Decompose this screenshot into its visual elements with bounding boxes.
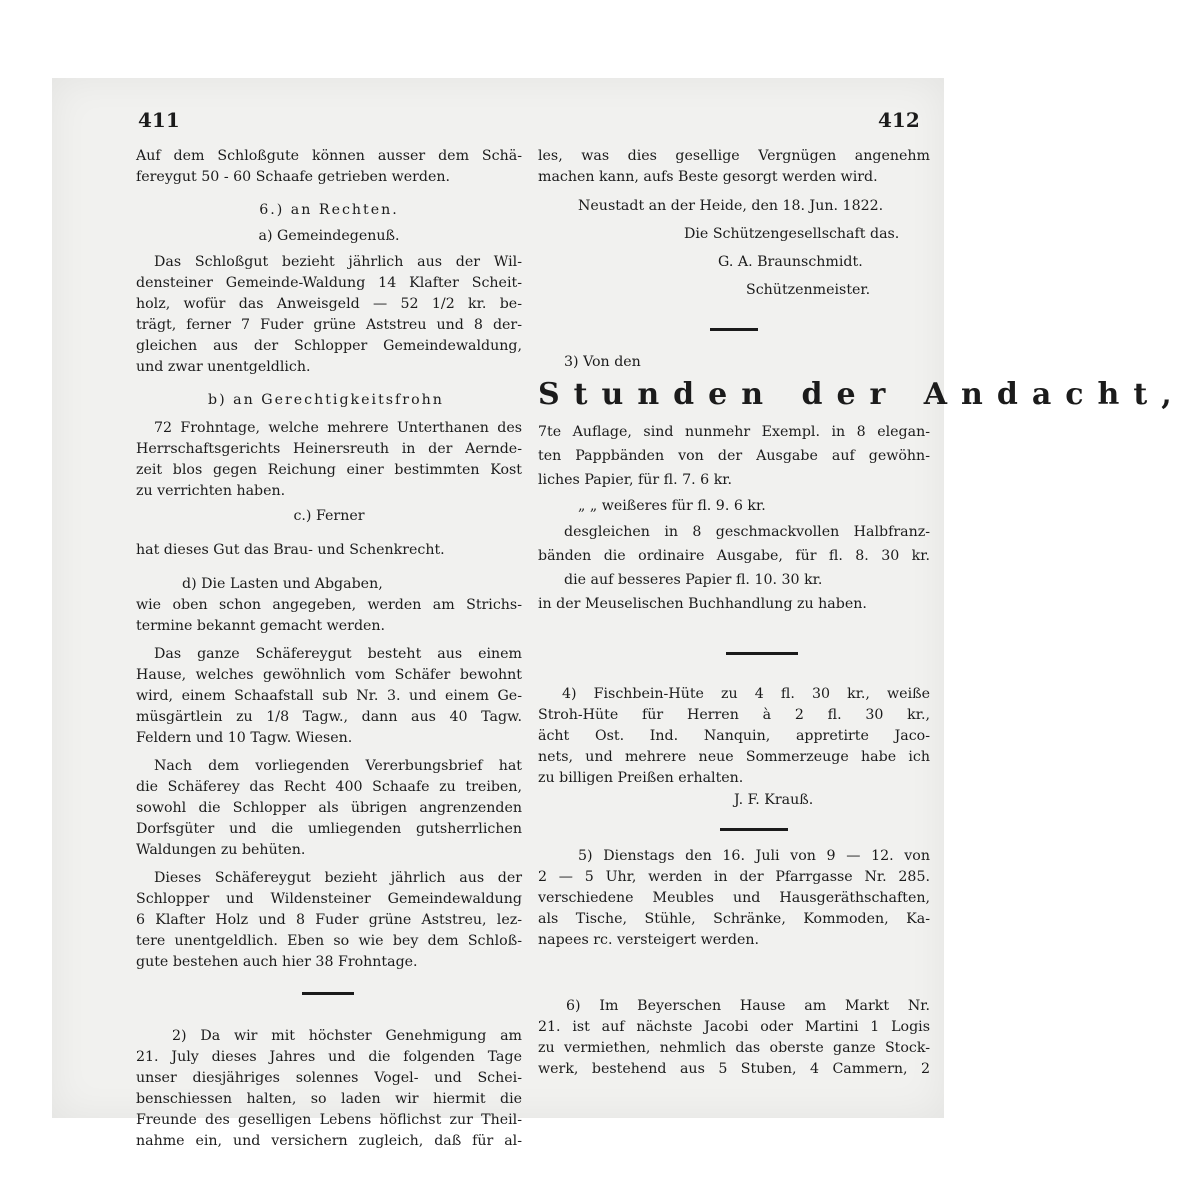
text-line: napees rc. versteigert werden.	[538, 932, 760, 948]
text-line: unser diesjähriges solennes Vogel- und Schei-	[136, 1070, 522, 1086]
text-line: Feldern und 10 Tagw. Wiesen.	[136, 730, 353, 746]
section-heading: 6.) an Rechten.	[259, 202, 399, 218]
separator-rule	[726, 652, 798, 655]
signature-org: Die Schützengesellschaft das.	[684, 226, 900, 242]
text-line: werk, bestehend aus 5 Stuben, 4 Cammern, 2	[538, 1061, 930, 1077]
left-page-number: 411	[138, 108, 180, 132]
text-line: die Schäferey das Recht 400 Schaafe zu treiben,	[136, 779, 522, 795]
text-line: trägt, ferner 7 Fuder grüne Aststreu und 8 der-	[136, 317, 522, 333]
text-line: als Tische, Stühle, Schränke, Kommoden, Ka-	[538, 911, 930, 927]
text-line: bänden die ordinaire Ausgabe, für fl. 8. 30 kr.	[538, 548, 930, 564]
text-line: die auf besseres Papier fl. 10. 30 kr.	[564, 572, 823, 588]
text-line: Auf dem Schloßgute können ausser dem Schä-	[136, 148, 522, 164]
text-line: müsgärtlein zu 1/8 Tagw., dann aus 40 Tagw.	[136, 709, 522, 725]
text-line: nets, und mehrere neue Sommerzeuge habe ich	[538, 749, 930, 765]
text-line: tere unentgeldlich. Eben so wie bey dem Schloß-	[136, 933, 522, 949]
text-line: „ „ weißeres für fl. 9. 6 kr.	[578, 498, 766, 514]
dateline: Neustadt an der Heide, den 18. Jun. 1822.	[578, 198, 884, 214]
text-line: ten Pappbänden von der Ausgabe auf gewöhn-	[538, 448, 930, 464]
text-line: ächt Ost. Ind. Nanquin, appretirte Jaco-	[538, 728, 930, 744]
text-line: 7te Auflage, sind nunmehr Exempl. in 8 elegan-	[538, 424, 930, 440]
text-line: sowohl die Schlopper als übrigen angrenzenden	[136, 800, 522, 816]
text-line: machen kann, aufs Beste gesorgt werden wird.	[538, 169, 878, 185]
text-line: Dieses Schäfereygut bezieht jährlich aus der	[154, 870, 522, 886]
text-line: 21. July dieses Jahres und die folgenden Tage	[136, 1049, 522, 1065]
advert-headline: Stunden der Andacht,	[538, 377, 1186, 412]
text-line: 6) Im Beyerschen Hause am Markt Nr.	[566, 998, 930, 1014]
text-line: verschiedene Meubles und Hausgeräthschaften,	[538, 890, 930, 906]
text-line: Das Schloßgut bezieht jährlich aus der Wil-	[154, 254, 522, 270]
text-line: liches Papier, für fl. 7. 6 kr.	[538, 472, 733, 488]
separator-rule	[710, 328, 758, 331]
signature-name: G. A. Braunschmidt.	[718, 254, 863, 270]
text-line: termine bekannt gemacht werden.	[136, 618, 386, 634]
text-line: gute bestehen auch hier 38 Frohntage.	[136, 954, 418, 970]
text-line: 2 — 5 Uhr, werden in der Pfarrgasse Nr. 285.	[538, 869, 930, 885]
text-line: 4) Fischbein-Hüte zu 4 fl. 30 kr., weiße	[562, 686, 930, 702]
text-line: Das ganze Schäfereygut besteht aus einem	[154, 646, 522, 662]
text-line: gleichen aus der Schlopper Gemeindewaldung,	[136, 338, 522, 354]
text-line: wie oben schon angegeben, werden am Strichs-	[136, 597, 522, 613]
text-line: densteiner Gemeinde-Waldung 14 Klafter Scheit-	[136, 275, 522, 291]
text-line: Herrschaftsgerichts Heinersreuth in der Aernde-	[136, 441, 522, 457]
text-line: zu billigen Preißen erhalten.	[538, 770, 744, 786]
text-line: wird, einem Schaafstall sub Nr. 3. und einem Ge-	[136, 688, 522, 704]
text-line: 21. ist auf nächste Jacobi oder Martini 1 Logis	[538, 1019, 930, 1035]
subsection-heading: a) Gemeindegenuß.	[258, 228, 400, 244]
separator-rule	[720, 828, 788, 831]
text-line: benschiessen halten, so laden wir hiermit die	[136, 1091, 522, 1107]
text-line: d) Die Lasten und Abgaben,	[182, 576, 383, 592]
subsection-heading: c.) Ferner	[293, 508, 365, 524]
text-line: 72 Frohntage, welche mehrere Unterthanen des	[154, 420, 522, 436]
text-line: Schlopper und Wildensteiner Gemeindewaldung	[136, 891, 522, 907]
signature-title: Schützenmeister.	[746, 282, 871, 298]
text-line: Dorfsgüter und die umliegenden gutsherrlichen	[136, 821, 522, 837]
subsection-heading: b) an Gerechtigkeitsfrohn	[208, 392, 444, 408]
signature-name: J. F. Krauß.	[734, 792, 814, 808]
text-line: 3) Von den	[564, 354, 641, 370]
text-line: Stroh-Hüte für Herren à 2 fl. 30 kr.,	[538, 707, 930, 723]
text-line: Hause, welches gewöhnlich vom Schäfer bewohnt	[136, 667, 522, 683]
text-line: Nach dem vorliegenden Vererbungsbrief hat	[154, 758, 522, 774]
text-line: 2) Da wir mit höchster Genehmigung am	[172, 1028, 522, 1044]
text-line: zeit blos gegen Reichung einer bestimmten Kost	[136, 462, 522, 478]
text-line: nahme ein, und versichern zugleich, daß für al-	[136, 1133, 522, 1149]
right-page-number: 412	[878, 108, 920, 132]
text-line: 6 Klafter Holz und 8 Fuder grüne Aststreu, lez-	[136, 912, 522, 928]
separator-rule	[302, 992, 354, 995]
text-line: desgleichen in 8 geschmackvollen Halbfranz-	[564, 524, 930, 540]
text-line: in der Meuselischen Buchhandlung zu haben.	[538, 596, 867, 612]
text-line: zu vermiethen, nehmlich das oberste ganze Stock-	[538, 1040, 930, 1056]
text-line: zu verrichten haben.	[136, 483, 286, 499]
text-line: Waldungen zu behüten.	[136, 842, 306, 858]
text-line: fereygut 50 - 60 Schaafe getrieben werden.	[136, 169, 451, 185]
text-line: hat dieses Gut das Brau- und Schenkrecht.	[136, 542, 445, 558]
text-line: les, was dies gesellige Vergnügen angenehm	[538, 148, 930, 164]
text-line: und zwar unentgeldlich.	[136, 359, 311, 375]
text-line: holz, wofür das Anweisgeld — 52 1/2 kr. be-	[136, 296, 522, 312]
text-line: 5) Dienstags den 16. Juli von 9 — 12. von	[578, 848, 930, 864]
text-line: Freunde des geselligen Lebens höflichst zur Theil-	[136, 1112, 522, 1128]
